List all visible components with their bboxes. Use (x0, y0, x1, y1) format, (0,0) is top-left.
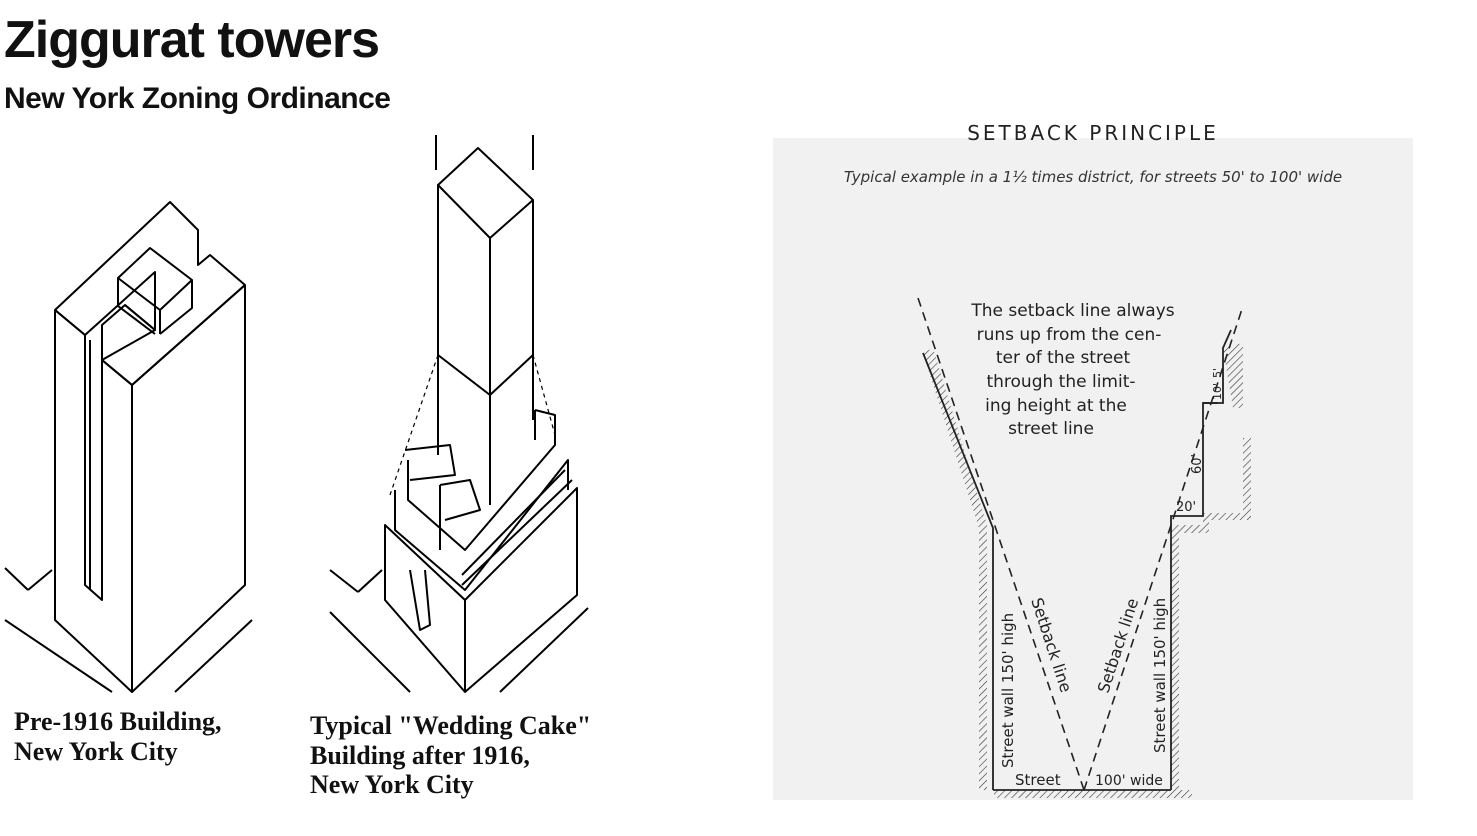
wedding-cake-building (330, 135, 588, 692)
dim-20-label: 20' (1176, 500, 1197, 515)
svg-text:The setback line always: The setback line always (971, 301, 1175, 321)
setback-note (970, 301, 1174, 439)
street-wall-right-label: Street wall 150' high (1151, 597, 1169, 753)
svg-text:ter of the street: ter of the street (995, 348, 1131, 368)
diagram-subtitle: Typical example in a 1½ times district, for streets 50' to 100' wide (843, 168, 1343, 186)
building-drawings (0, 130, 660, 710)
pre-1916-building (5, 202, 252, 692)
street-width-label: 100' wide (1095, 773, 1163, 789)
dim-10-label: 10' (1211, 382, 1224, 400)
setback-diagram (773, 121, 1413, 800)
svg-text:street line: street line (1008, 419, 1094, 439)
setback-diagram-panel (773, 121, 1413, 800)
street-label: Street (1015, 771, 1061, 789)
caption-wedding-cake (310, 711, 591, 800)
setback-line-left-label: Setback line (1027, 595, 1076, 695)
dim-5-label: 5' (1211, 367, 1224, 378)
caption-pre-1916 (14, 707, 222, 766)
caption-line: New York City (14, 736, 178, 766)
svg-text:ing height at the: ing height at the (985, 396, 1127, 416)
diagram-heading: SETBACK PRINCIPLE (967, 121, 1219, 145)
caption-line: New York City (310, 770, 474, 800)
caption-line: Typical "Wedding Cake" (310, 711, 592, 740)
page-title: Ziggurat towers (4, 11, 380, 69)
caption-line: Building after 1916, (310, 740, 530, 770)
street-wall-left-label: Street wall 150' high (999, 612, 1017, 768)
page-subtitle: New York Zoning Ordinance (4, 82, 391, 115)
caption-line: Pre-1916 Building, (14, 707, 222, 736)
svg-text:through the limit-: through the limit- (986, 372, 1136, 392)
setback-line-right-label: Setback line (1093, 595, 1143, 696)
dim-60-label: 60' (1190, 453, 1205, 474)
svg-text:runs up from the cen-: runs up from the cen- (976, 325, 1162, 345)
